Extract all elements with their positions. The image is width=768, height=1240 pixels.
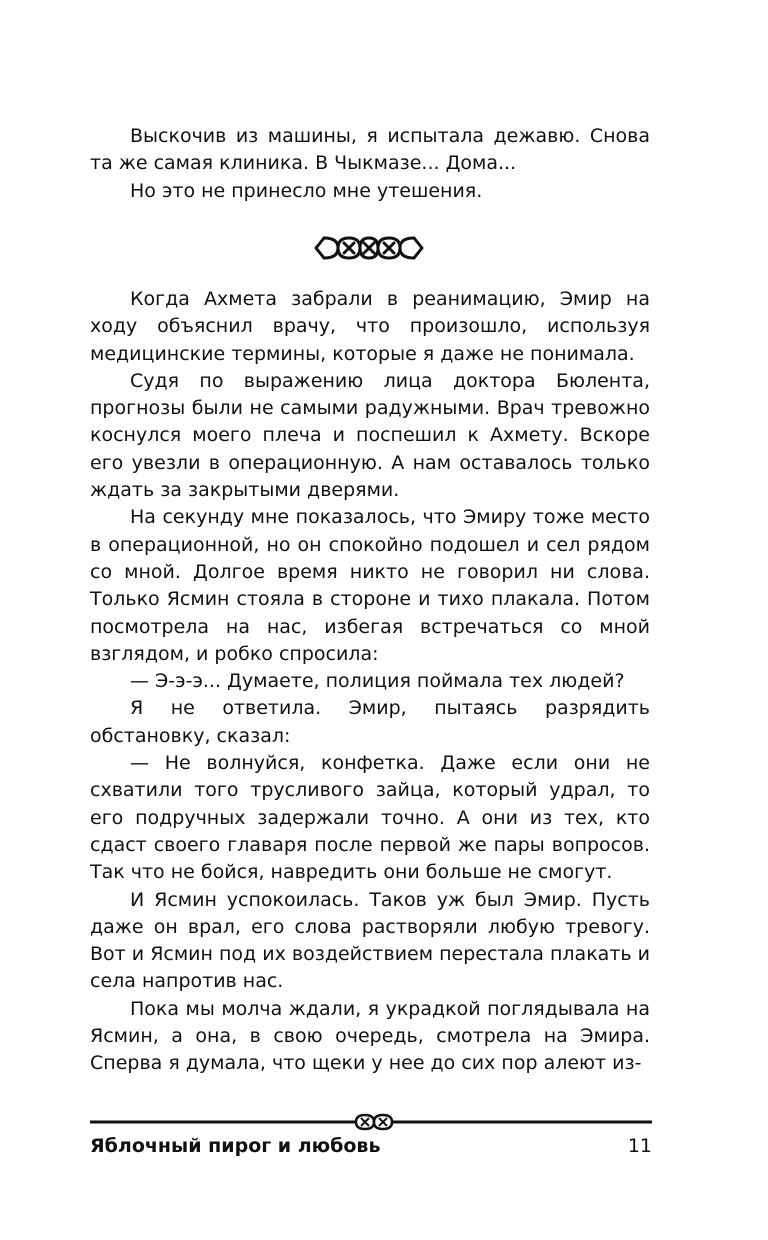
- paragraph: И Ясмин успокоилась. Таков уж был Эмир. Пусть даже он врал, его слова растворяли любую тревогу. Вот и Ясмин под их воздействием перестала плакать и села напротив нас.: [90, 888, 650, 993]
- paragraph: Пока мы молча ждали, я украдкой поглядывала на Ясмин, а она, в свою очередь, смотрела на Эмира. Сперва я думала, что щеки у нее до сих пор алеют из-: [90, 997, 650, 1075]
- paragraph: — Э-э-э... Думаете, полиция поймала тех людей?: [130, 670, 625, 693]
- paragraph: Выскочив из машины, я испытала дежавю. Снова та же самая клиника. В Чыкмазе... Дома...: [90, 125, 650, 175]
- book-title: Яблочный пирог и любовь: [90, 1135, 381, 1157]
- page-number: 11: [627, 1135, 652, 1157]
- paragraph: На секунду мне показалось, что Эмиру тоже место в операционной, но он спокойно подошел и сел рядом со мной. Долгое время никто не говорил ни слова. Только Ясмин стояла в стороне и тихо плакала. Потом посмотрела на нас, избегая встречаться со мной взглядом, и робко спросила:: [90, 506, 650, 665]
- paragraph: Я не ответила. Эмир, пытаясь разрядить обстановку, сказал:: [90, 697, 650, 747]
- text-block-main: [90, 286, 650, 1078]
- paragraph: Но это не принесло мне утешения.: [130, 179, 483, 202]
- paragraph: Когда Ахмета забрали в реанимацию, Эмир на ходу объяснил врачу, что произошло, используя медицинские термины, которые я даже не понимала.: [90, 288, 650, 365]
- footer-divider: [90, 1112, 652, 1132]
- text-block-top: [90, 123, 650, 205]
- scroll-ornament-icon: [314, 235, 424, 261]
- paragraph: Судя по выражению лица доктора Бюлента, прогнозы были не самыми радужными. Врач тревожно коснулся моего плеча и поспешил к Ахмету. Вскоре его увезли в операционную. А нам оставалось только ждать за закрытыми дверями.: [90, 369, 650, 502]
- paragraph: — Не волнуйся, конфетка. Даже если они не схватили того трусливого зайца, который удрал, то его подручных задержали точно. А они из тех, кто сдаст своего главаря после первой же пары вопросов. Так что не бойся, навредить они больше не смогут.: [90, 752, 650, 884]
